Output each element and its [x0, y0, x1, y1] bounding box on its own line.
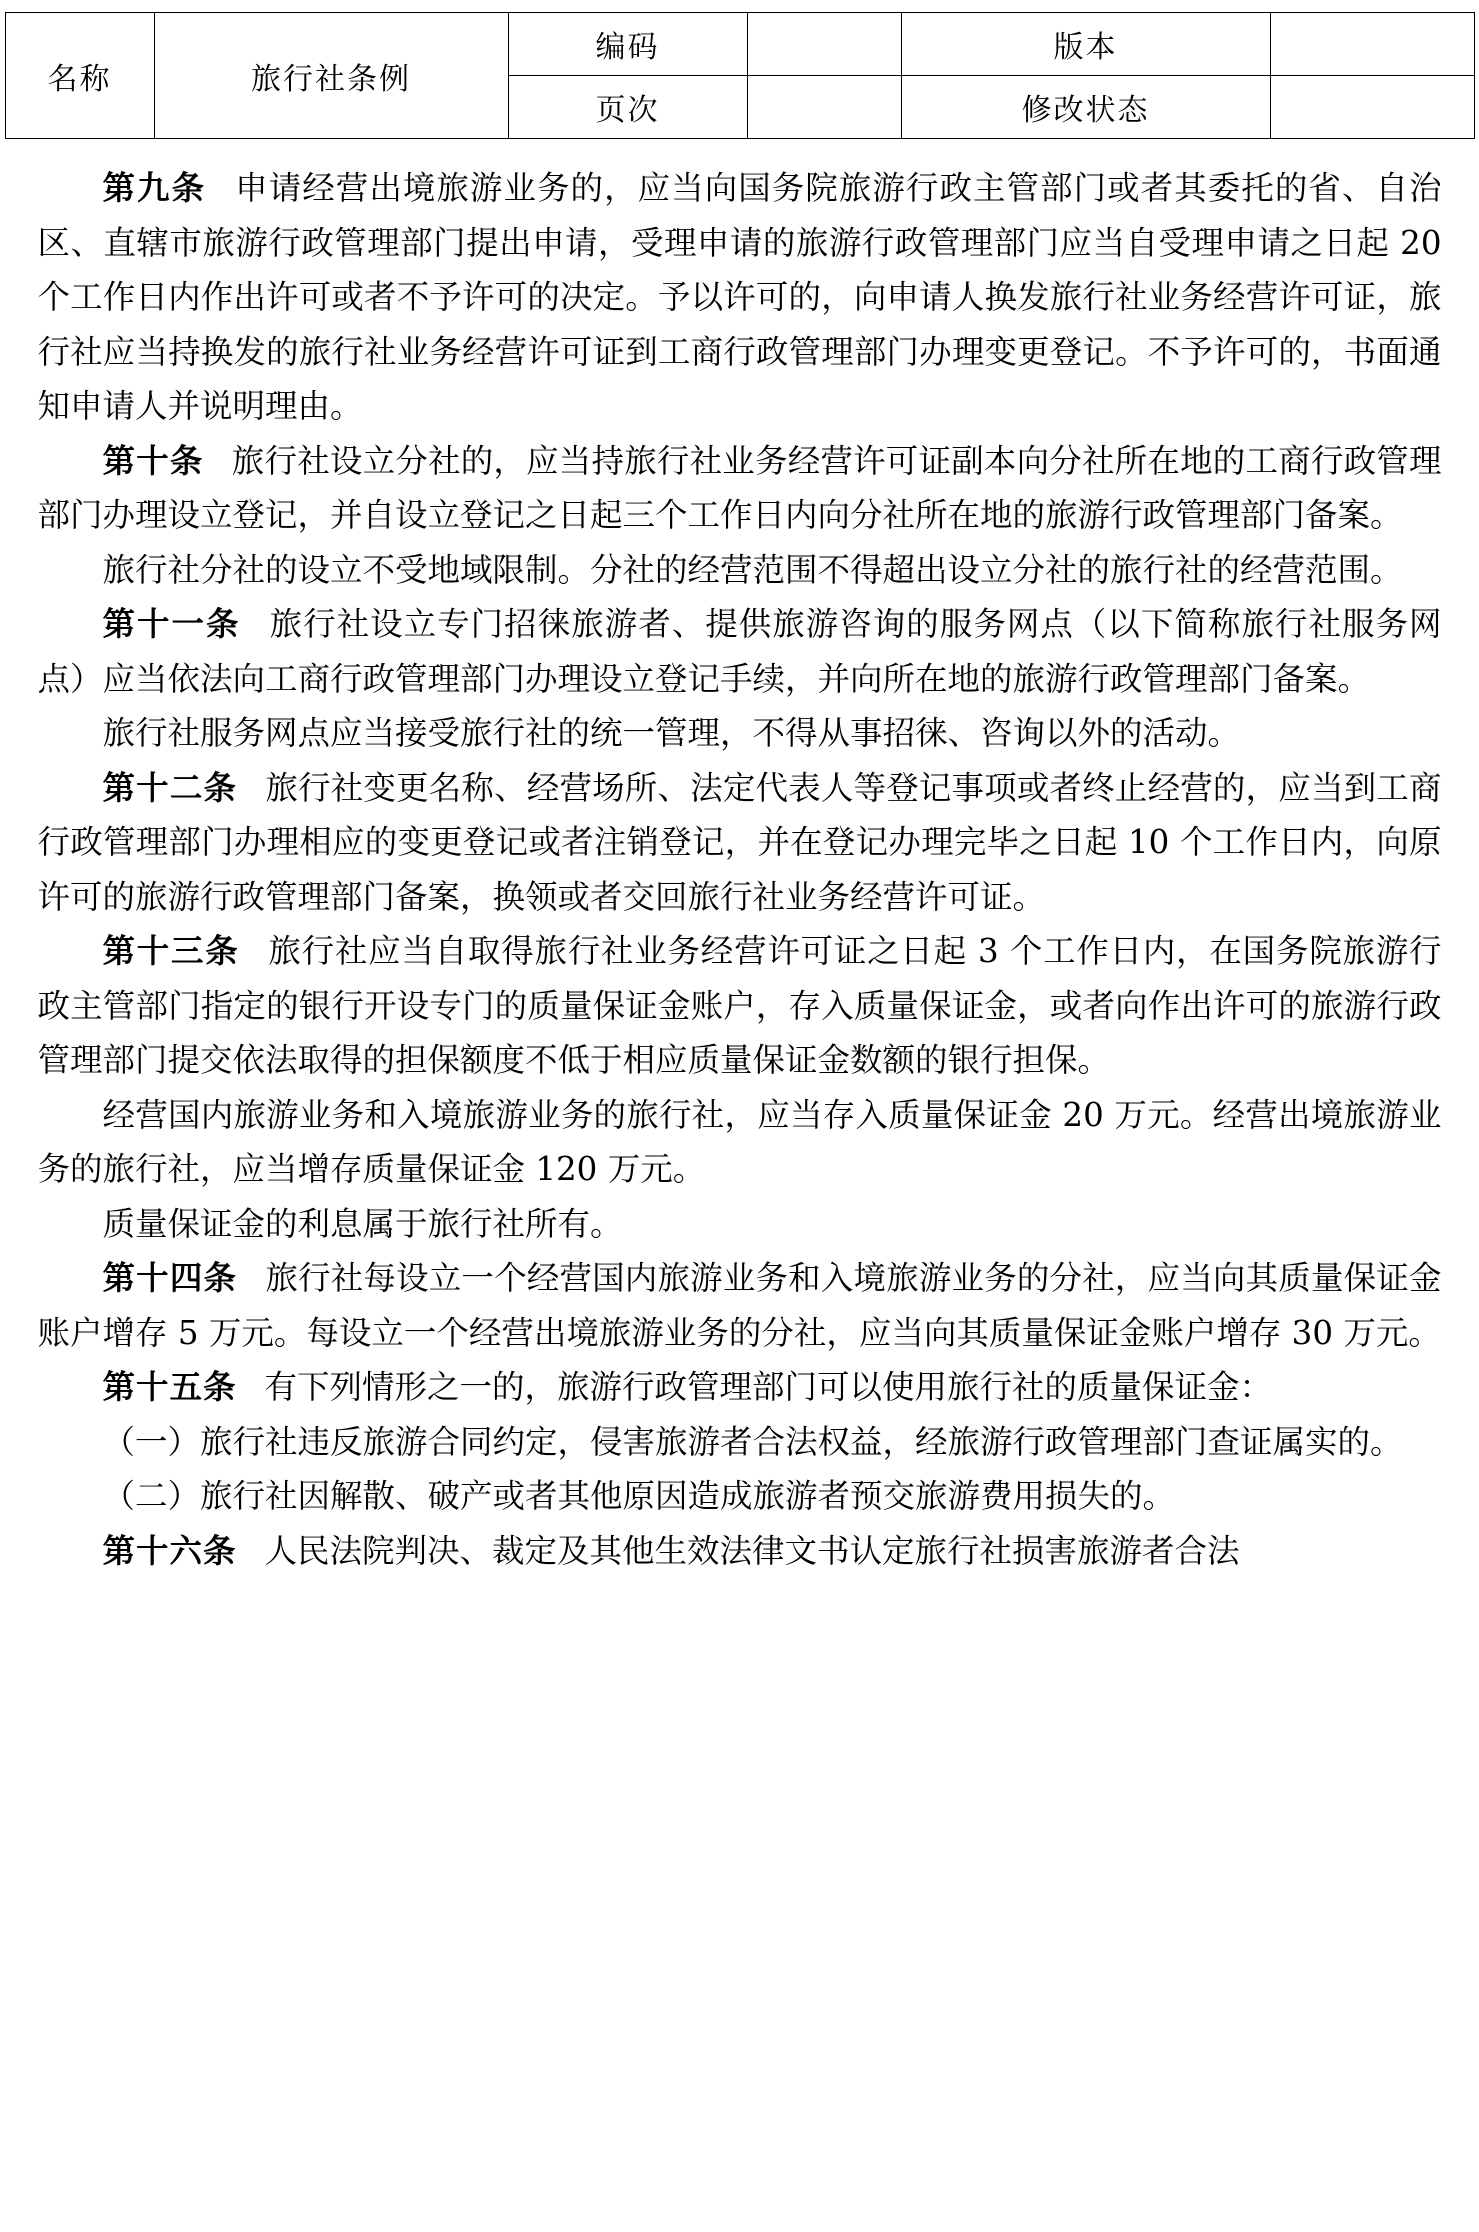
article-text: 人民法院判决、裁定及其他生效法律文书认定旅行社损害旅游者合法	[264, 1531, 1240, 1570]
header-revision-label: 修改状态	[901, 76, 1270, 139]
article-text: 旅行社服务网点应当接受旅行社的统一管理，不得从事招徕、咨询以外的活动。	[102, 714, 1241, 752]
article-text: 申请经营出境旅游业务的，应当向国务院旅游行政主管部门或者其委托的省、自治区、直辖市旅游行政管理部门提出申请，受理申请的旅游行政管理部门应当自受理申请之日起 20 个工作日内作出许可或者不予许可的决定。予以许可的，向申请人换发旅行社业务经营许可证，旅行社应当持换发的旅行社业务经营许可证到工商行政管理部门办理变更登记。不予许可的，书面通知申请人并说明理由。	[37, 169, 1442, 425]
header-revision-value	[1270, 76, 1474, 139]
article-number: 第十五条	[102, 1367, 237, 1406]
header-version-value	[1270, 13, 1474, 76]
article-text: 有下列情形之一的，旅游行政管理部门可以使用旅行社的质量保证金：	[264, 1368, 1273, 1406]
article-paragraph	[38, 1088, 1442, 1197]
article-number: 第十四条	[102, 1258, 238, 1297]
article-paragraph	[38, 761, 1442, 925]
article-paragraph	[38, 924, 1442, 1088]
article-number: 第十条	[102, 440, 204, 480]
article-paragraph	[38, 434, 1442, 543]
article-paragraph	[38, 1251, 1442, 1360]
document-page	[0, 12, 1479, 2232]
article-number: 第十三条	[102, 931, 240, 970]
document-header-table	[5, 12, 1475, 139]
article-paragraph	[38, 597, 1442, 706]
header-version-label: 版本	[901, 13, 1270, 76]
header-row-1	[5, 13, 1474, 76]
header-code-value	[747, 13, 901, 76]
article-text: 旅行社设立分社的，应当持旅行社业务经营许可证副本向分社所在地的工商行政管理部门办理设立登记，并自设立登记之日起三个工作日内向分社所在地的旅游行政管理部门备案。	[37, 441, 1442, 534]
article-number: 第九条	[102, 168, 207, 207]
article-text: 旅行社应当自取得旅行社业务经营许可证之日起 3 个工作日内，在国务院旅游行政主管部门指定的银行开设专门的质量保证金账户，存入质量保证金，或者向作出许可的旅游行政管理部门提交依法取得的担保额度不低于相应质量保证金数额的银行担保。	[37, 932, 1442, 1079]
article-text: 旅行社设立专门招徕旅游者、提供旅游咨询的服务网点（以下简称旅行社服务网点）应当依法向工商行政管理部门办理设立登记手续，并向所在地的旅游行政管理部门备案。	[37, 605, 1442, 698]
article-paragraph	[38, 1415, 1442, 1470]
article-paragraph	[38, 543, 1442, 598]
header-code-label: 编码	[508, 13, 747, 76]
article-text: （一）旅行社违反旅游合同约定，侵害旅游者合法权益，经旅游行政管理部门查证属实的。	[102, 1422, 1403, 1461]
article-text: 旅行社变更名称、经营场所、法定代表人等登记事项或者终止经营的，应当到工商行政管理部门办理相应的变更登记或者注销登记，并在登记办理完毕之日起 10 个工作日内，向原许可的旅游行政管理部门备案，换领或者交回旅行社业务经营许可证。	[37, 768, 1442, 916]
article-text: 旅行社分社的设立不受地域限制。分社的经营范围不得超出设立分社的旅行社的经营范围。	[102, 550, 1403, 589]
article-number: 第十六条	[102, 1530, 237, 1570]
header-name-label: 名称	[5, 13, 154, 139]
header-page-value	[747, 76, 901, 139]
article-paragraph	[38, 161, 1442, 434]
article-paragraph	[38, 1469, 1442, 1524]
article-paragraph	[38, 706, 1442, 761]
article-paragraph	[38, 1524, 1442, 1579]
header-name-value: 旅行社条例	[154, 13, 508, 139]
article-number: 第十二条	[102, 767, 238, 807]
article-paragraph	[38, 1360, 1442, 1415]
article-paragraph	[38, 1197, 1442, 1252]
article-text: （二）旅行社因解散、破产或者其他原因造成旅游者预交旅游费用损失的。	[102, 1477, 1176, 1515]
article-text: 旅行社每设立一个经营国内旅游业务和入境旅游业务的分社，应当向其质量保证金账户增存 5 万元。每设立一个经营出境旅游业务的分社，应当向其质量保证金账户增存 30 万元。	[37, 1259, 1442, 1352]
article-text: 经营国内旅游业务和入境旅游业务的旅行社，应当存入质量保证金 20 万元。经营出境旅游业务的旅行社，应当增存质量保证金 120 万元。	[37, 1095, 1442, 1188]
article-number: 第十一条	[102, 604, 241, 643]
header-page-label: 页次	[508, 76, 747, 139]
document-body	[38, 139, 1442, 1578]
article-text: 质量保证金的利息属于旅行社所有。	[102, 1204, 623, 1243]
